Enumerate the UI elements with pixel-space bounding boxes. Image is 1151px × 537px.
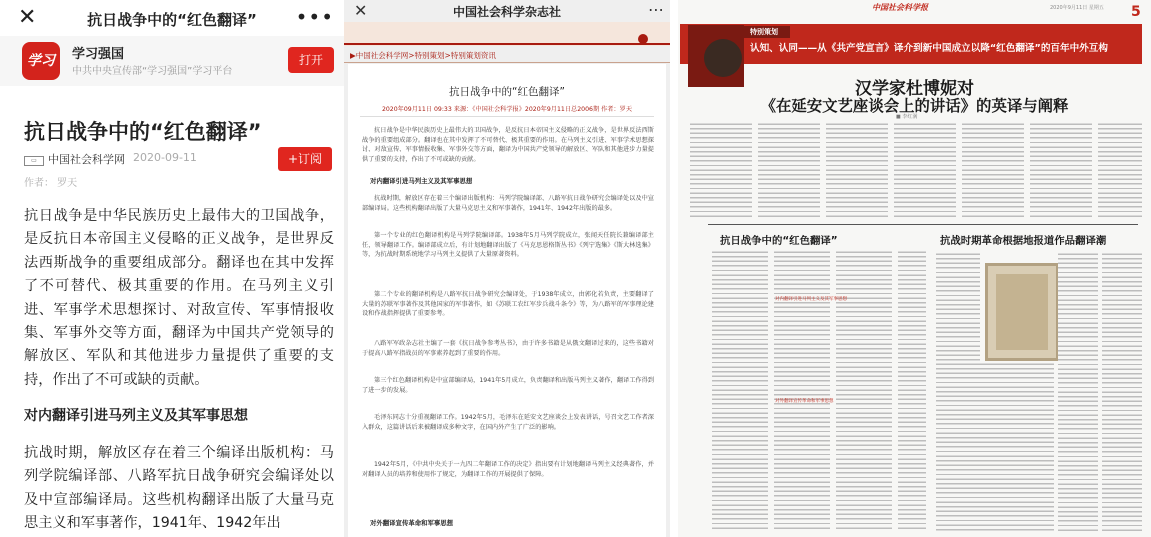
lead-article-title: 汉学家杜博妮对 [855,79,974,99]
text-column [774,250,830,532]
web-paragraph: 抗战时期，解放区存在着三个编译出版机构：马列学院编译部、八路军抗日战争研究会编译处以及中宣部编译局。这些机构翻译出版了大量马克思主义和军事著作，1941年、1942年出版的最多。 [362,195,654,212]
article-a-title: 抗日战争中的“红色翻译” [720,235,838,247]
top-nav-bar [0,0,344,36]
text-column [936,362,1054,532]
web-section-heading: 对内翻译引进马列主义及其军事思想 [370,177,473,185]
text-column [1058,252,1098,532]
source-logo-icon: ▭ [24,156,44,166]
web-paragraph: 1942年5月，《中共中央关于一九四二年翻译工作的决定》指出要有计划地翻译马列主义经典著作，并对翻译人员的培养和使用作了规定，为翻译工作的开展提供了保障。 [362,461,654,478]
breadcrumb[interactable]: ▶中国社会科学网>特别策划>特别策划资讯 [350,51,496,60]
publish-date: 2020-09-11 [133,151,197,164]
app-download-banner [0,36,344,86]
web-paragraph: 第二个专业的翻译机构是八路军抗日战争研究会编译处，于1938年成立，由郭化若负责，主要翻译了大量的苏联军事著作及其他国家的军事著作，如《苏联工农红军步兵战斗条令》等，为八路军的军事理论建设和作战指挥提供了重要参考。 [362,291,654,318]
text-column [898,250,926,532]
web-article-meta: 2020年09月11日 09:33 来源：《中国社会科学报》2020年9月11日总2006期 作者：罗天 [381,106,633,113]
page-number: 5 [1131,4,1141,20]
feature-tag: 特别策划 [738,26,790,38]
xuexi-logo-icon: 学习 [22,42,60,80]
article-title: 抗日战争中的“红色翻译” [24,120,262,144]
author: 作者： 罗天 [24,178,78,189]
divider [344,62,670,63]
close-icon[interactable]: ✕ [354,1,368,20]
top-nav-bar [344,0,670,22]
web-paragraph: 第三个红色翻译机构是中宣部编译局，1941年5月成立，负责翻译和出版马列主义著作，翻译工作得到了进一步的发展。 [362,377,654,394]
text-column [1102,252,1142,532]
book-cover-photo [985,263,1059,361]
text-column [712,250,768,532]
article-paragraph: 抗战时期，解放区存在着三个编译出版机构：马列学院编译部、八路军抗日战争研究会编译处以及中宣部编译局。这些机构翻译出版了大量马克思主义和军事著作，1941年、1942年出 [24,445,334,532]
lead-article-subtitle: 《在延安文艺座谈会上的讲话》的英译与阐释 [760,97,1069,115]
text-column [690,122,752,218]
feature-headline: 认知、认同——从《共产党宣言》译介到新中国成立以降“红色翻译”的百年中外互构 [750,43,1108,54]
site-menu-icon[interactable] [638,34,648,44]
web-paragraph: 第一个专业的红色翻译机构是马列学院编译部。1938年5月马列学院成立，张闻天任院长兼编译部主任，领导翻译工作。编译部成立后，有计划地翻译出版了《马克思恩格斯丛书》《列宁选集》《斯大林选集》等，为抗战时期系统地学习马列主义提供了大量原著资料。 [362,232,654,259]
article-a-subheading: 对内翻译引进马列主义及其军事思想 [775,297,847,302]
web-section-heading: 对外翻译宣传革命和军事思想 [370,519,454,527]
cssn-web-panel [344,0,670,537]
more-options-icon[interactable]: ••• [295,5,334,29]
divider [708,224,1138,225]
article-paragraph: 抗日战争是中华民族历史上最伟大的卫国战争，是反抗日本帝国主义侵略的正义战争，是世界反法西斯战争的重要组成部分。翻译也在其中发挥了不可替代、极其重要的作用。在马列主义引进、军事学术思想探讨、对敌宣传、军事情报收集、军事外交等方面，翻译为中国共产党领导的解放区、军队和其他进步力量提供了重要的支持，作出了不可或缺的贡献。 [24,208,334,388]
web-paragraph: 八路军军政杂志社主编了一套《抗日战争参考丛书》，由于许多书籍是从俄文翻译过来的，这些书籍对于提高八路军指战员的军事素养起到了重要的作用。 [362,340,654,357]
portrait-face [704,39,742,77]
text-column [826,122,888,218]
article-a-subheading: 对外翻译宣传革命和军事思想 [775,399,834,404]
divider [360,116,654,117]
page-title: 中国社会科学杂志社 [452,5,561,19]
article-body [348,64,666,537]
text-column [758,122,820,218]
web-paragraph: 毛泽东同志十分重视翻译工作。1942年5月，毛泽东在延安文艺座谈会上发表讲话，号召文艺工作者深入群众，这篇讲话后来被翻译成多种文字，在国内外产生了广泛的影响。 [362,414,654,431]
text-column [1098,122,1142,218]
more-options-icon[interactable]: ⋯ [648,0,664,19]
article-b-title: 抗战时期革命根据地报道作品翻译潮 [940,235,1107,247]
nav-title: 抗日战争中的“红色翻译” [87,11,257,29]
lead-article-byline: ■ 李红满 [896,114,918,120]
text-column [836,250,892,532]
newspaper-date: 2020年9月11日 星期五 [1050,5,1104,11]
text-column [962,122,1024,218]
xuexi-app-panel [0,0,344,537]
app-name: 学习强国 [72,47,125,62]
subscribe-button[interactable]: +订阅 [278,147,332,171]
source-name[interactable]: 中国社会科学网 [48,153,125,166]
web-paragraph: 抗日战争是中华民族历史上最伟大的卫国战争，是反抗日本帝国主义侵略的正义战争，是世界反法西斯战争的重要组成部分。翻译也在其中发挥了不可替代、极其重要的作用。在马列主义引进、军事学术思想探讨、对敌宣传、军事情报收集、军事外交等方面，翻译为中国共产党领导的解放区、军队和其他进步力量提供了重要的支持，作出了不可或缺的贡献。 [362,127,654,163]
divider [344,43,670,45]
newspaper-page-panel [678,0,1151,537]
app-subtitle: 中共中央宣传部“学习强国”学习平台 [72,66,233,77]
section-heading: 对内翻译引进马列主义及其军事思想 [24,408,248,424]
text-column [1030,122,1092,218]
book-cover-inner [996,274,1048,350]
newspaper-masthead: 中国社会科学报 [872,3,928,12]
open-app-button[interactable]: 打开 [288,47,334,73]
close-icon[interactable]: ✕ [18,5,37,30]
web-article-title: 抗日战争中的“红色翻译” [449,86,565,98]
text-column [894,122,956,218]
